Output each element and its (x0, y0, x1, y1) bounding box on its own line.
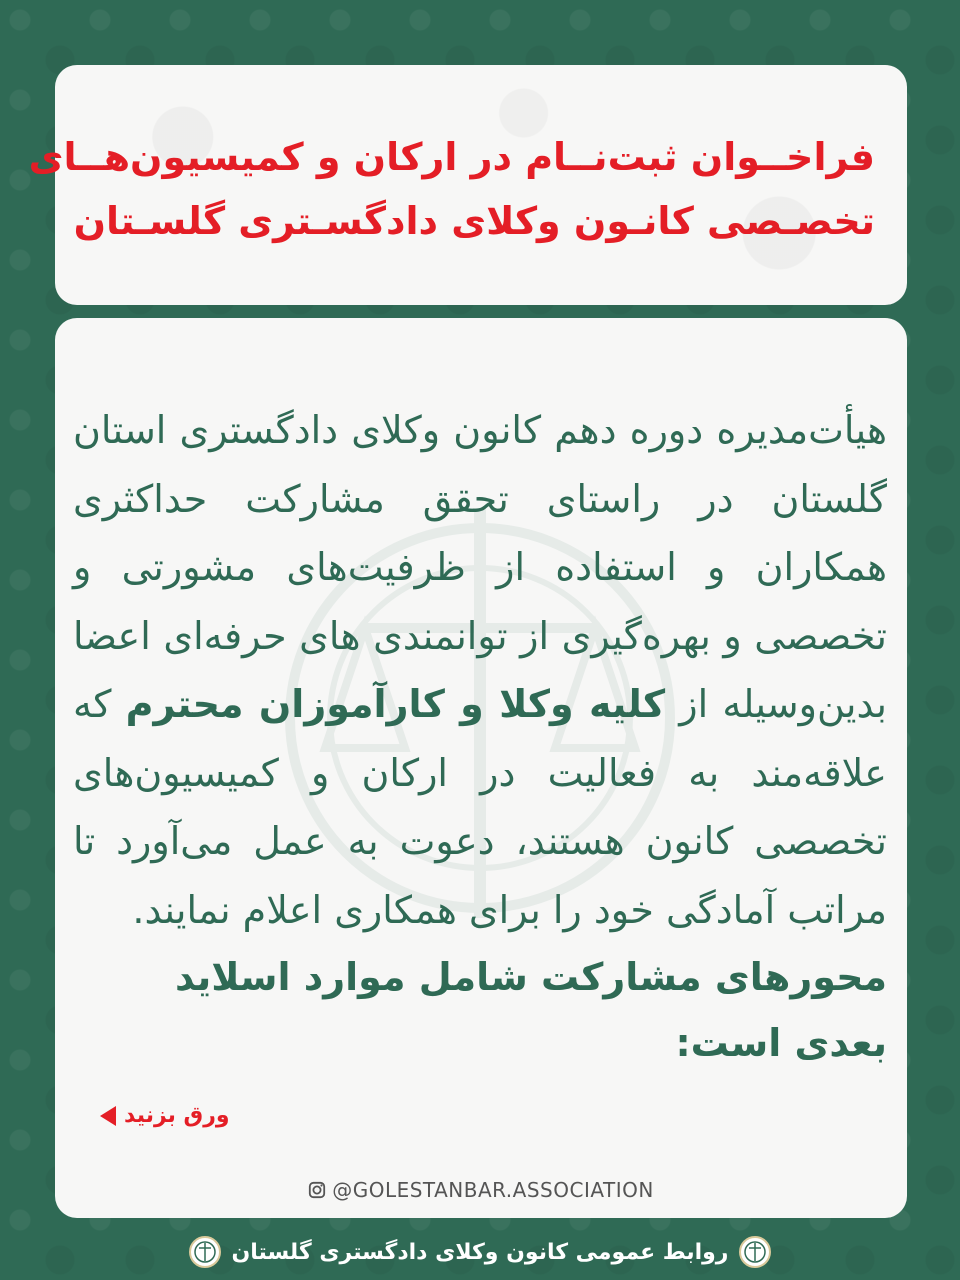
bar-association-seal-icon (188, 1235, 222, 1269)
bar-association-seal-icon (738, 1235, 772, 1269)
body-paragraph (73, 396, 887, 944)
swipe-hint[interactable] (100, 1103, 230, 1128)
title-line-1: فراخــوان ثبت‌نــام در ارکان و کمیسیون‌هــای (28, 135, 875, 179)
instagram-handle-text: @GOLESTANBAR.ASSOCIATION (332, 1178, 654, 1202)
footer-text: روابط عمومی کانون وکلای دادگستری گلستان (231, 1239, 729, 1265)
body-text-bold: کلیه وکلا و کارآموزان محترم (125, 682, 666, 726)
body-text-part1: هیأت‌مدیره دوره دهم کانون وکلای دادگستری استان گلستان در راستای تحقق مشارکت حداکثری همکاران و استفاده از ظرفیت‌های مشورتی و تخصصی و بهره‌گیری از توانمندی های حرفه‌ای اعضا بدین‌وسیله از (73, 408, 888, 726)
footer (0, 1232, 960, 1272)
swipe-hint-label: ورق بزنید (124, 1103, 230, 1128)
title-line-2: تخصـصی کانـون وکلای دادگسـتری گلسـتان (73, 199, 875, 243)
body-card (55, 318, 907, 1218)
instagram-icon (308, 1181, 326, 1199)
title-card (28, 65, 907, 305)
participation-axes-text: محورهای مشارکت شامل موارد اسلاید بعدی است: (175, 955, 887, 1065)
body-text-part2: که علاقه‌مند به فعالیت در ارکان و کمیسیون‌های تخصصی کانون هستند، دعوت به عمل می‌آورد تا مراتب آمادگی خود را برای همکاری اعلام نمایند. (73, 682, 887, 932)
instagram-handle[interactable] (55, 1178, 907, 1202)
left-arrow-icon (100, 1106, 116, 1126)
